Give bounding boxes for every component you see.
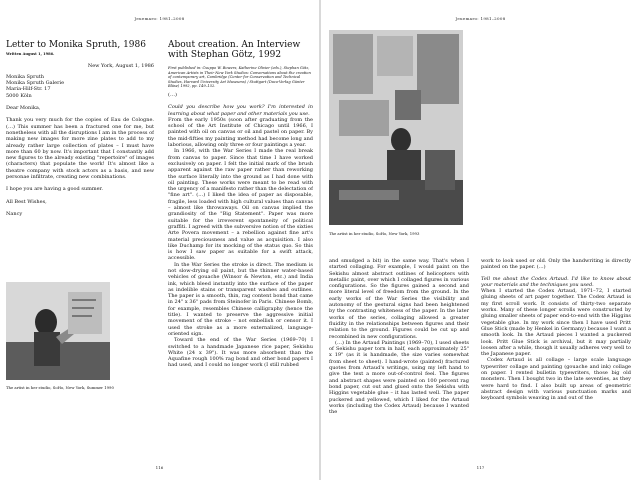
ellipsis: (…) [168, 91, 177, 98]
letter-title: Letter to Monika Spruth, 1986 [6, 40, 146, 50]
photo-caption: The artist in her studio, SoHo, New York, Summer 1990 [6, 385, 114, 390]
studio-photo [329, 30, 463, 225]
left-page [0, 0, 319, 480]
address-line: 5000 Köln [6, 92, 32, 99]
interview-paragraph: From the early 1950s (soon after graduating from the school of the Art Institute of Chicago until 1966, I painted with oil on canvas or oil and pastel on paper. By the mid-fifties my painting method had become long and laborious, allowing only three or four paintings a year. [168, 116, 313, 149]
right-column-1 [329, 258, 469, 462]
body-paragraph: and smudged a bit) in the same way. That's when I started collaging. For example, I would paint on the Sekishu almost abstract outlines of helicopters with metallic paint, over which I collaged figures in various configurations. So the figures gained a second and more literal level of freedom from the ground. In the early works of the War Series the visibility and autonomy of the gestural signs had been heightened by the contrasting whiteness of the paper. In the later works of the series, collaging allowed a greater fluidity in the relationships between figures and their relation to the ground. Figures could be cut up and recombined in new configurations. [329, 258, 469, 340]
photo-caption: The artist in her studio, SoHo, New York, 1993 [329, 231, 420, 236]
letter-paragraph: I hope you are having a good summer. [6, 186, 103, 193]
body-paragraph: When I started the Codex Artaud, 1971–72, I started gluing sheets of art paper together. The Codex Artaud is my first scroll work. It consists of thirty-two separate works. Many of these longer scrolls were constructed by gluing smaller sheets of paper end-to-end with the Higgins vegetable glue. In my work since then I have used Pritt Glue Stick (made by Henkel in Germany) because I want a smooth look. In the Artaud pieces I wanted a puckered look. Pritt Glue Stick is archival, but it may partially loosen after a while, though it usually adheres very well to the Japanese paper. [481, 288, 631, 358]
page-number: 117 [476, 465, 485, 470]
page-number: 116 [155, 465, 164, 470]
letter-signature: Nancy [6, 210, 23, 217]
interview-title: About creation. An Interview with Stephan Götz, 1992 [168, 40, 301, 60]
letter-dateline: New York, August 1, 1986 [87, 62, 154, 69]
letter-closing: All Best Wishes, [6, 198, 47, 205]
artist-photo-graphic [6, 282, 110, 380]
interview-question: Could you describe how you work? I'm interested in learning about what paper and other materials you use. [168, 104, 313, 117]
body-paragraph: work to look used or old. Only the handwriting is directly painted on the paper. (…) [481, 258, 631, 271]
letter-column [6, 40, 154, 280]
studio-photo-graphic [329, 30, 463, 225]
letter-address [6, 74, 154, 99]
letter-salutation: Dear Monika, [6, 105, 41, 112]
body-paragraph: (…) In the Artaud Paintings (1969–70), I used sheets of Sekishu paper torn in half, each approximately 25" x 19" (as it is handmade, the size varies somewhat from sheet to sheet). I hand-wrote (painted) fractured quotes from Artaud's writings, using my left hand to give the text a more out-of-control feel. The figures and abstract shapes were painted on 100 percent rag bond paper, cut out and glued onto the Sekishu with Higgins vegetable glue – it has lasted well. The paper puckered and yellowed, which I liked for the Artaud works (including the Codex Artaud) because I wanted the [329, 339, 469, 416]
letter-paragraph: Thank you very much for the copies of Eau de Cologne. (…) This summer has been a fractured one for me, but nonetheless with all the disruptions I am in the process of making new images for more zine plates to add to my already rather large collection of plates – I must have more than 60 by now. It's important that I constantly add new figures to the already existing "repertoire" of images (characters) that populate the work! It's almost like a theatre company with stock actors as a basis, and new personae infiltrate, creating new combinations. [6, 117, 154, 181]
interview-paragraph: In 1966, with the War Series I made the real break from canvas to paper. Since that time I have worked exclusively on paper. I felt the initial mark of the brush apparent against the raw paper rather than reworking the surface literally into the ground as I had done with oil painting. These works were meant to be read with the urgency of a manifesto rather than the delectation of "fine art". (…) I liked the idea of paper as disposable, fragile, less loaded with high cultural values than canvas – almost like throwaways. Oil on canvas implied the grandiosity of the "Big Statement". Paper was more suitable for the irreverent spontaneity of political graffiti. I agreed with the subversive notion of the sixties Arte Povera movement – a rebellion against fine art's material preciousness and value as acquisition. I also like Duchamp for its mocking of the status quo. So this is how I saw paper as suitable for a swift attack, accessible. [168, 148, 313, 262]
running-head: Jeuemaro: 1981–2008 [455, 16, 506, 21]
address-line: Monika Spruth [6, 73, 45, 80]
address-line: Monika Spruth Galerie [6, 80, 65, 87]
interview-paragraph: In the War Series the stroke is direct. The medium is not slow-drying oil paint, but the thinner water-based vehicles of gouache (Winsor & Newton, etc.) and India ink, which bleed instantly into the surface of the paper as indelible stains or transparent washes and outlines. The paper is a smooth, thin, rag content bond that came in 24" x 36" pads from Steinofer in Paris. Chinese Bomb, for example, resembles Chinese calligraphy (hence the title). I wanted to preserve the aggressive initial movement of the stroke – not embellish or censor it. I used the stroke as a more externalized, language-oriented sign. [168, 261, 313, 337]
interview-question: Tell me about the Codex Artaud. I'd like to know about your materials and the techniques you used. [481, 275, 631, 288]
body-paragraph: Codex Artaud is all collage – large scale language typewriter collage and painting (gouache and ink) collage on paper. I rented bulletin typewriters, those big old monsters. Then I bought two in the late seventies, as they were hard to find. I also built up areas of geometric abstract design with various punctuation marks and keyboard symbols weaving in and out of the [481, 357, 631, 402]
artist-photo [6, 282, 110, 380]
address-line: Maria-Hilf-Str. 17 [6, 86, 51, 93]
source-note: First published in: Csuppo W. Bowers, Katherine Olivier (eds.), Stephan Götz, American Artists in Their New York Studios: Conversations about the creation of contemporary art, Cambridge (Center for Conservation and Technical Studies, Harvard University Art Museums) / Stuttgart (Daco-Verlag Günter Bläse) 1992, pp. 149–152. [168, 66, 311, 89]
interview-column [168, 40, 313, 460]
right-column-2 [481, 258, 631, 462]
running-head: Jeuemaro: 1981–2008 [134, 16, 185, 21]
interview-paragraph: Toward the end of the War Series (1969–70) I switched to a handmade Japanese rice paper, Sekishu White (24 x 39"). It was more absorbent than the Aquafine rough 100% rag bond and other bond papers I had used, and I could no longer work (I still rubbed [168, 337, 313, 369]
right-page [321, 0, 640, 480]
letter-date-note: Written August 1, 1986. [6, 52, 55, 56]
